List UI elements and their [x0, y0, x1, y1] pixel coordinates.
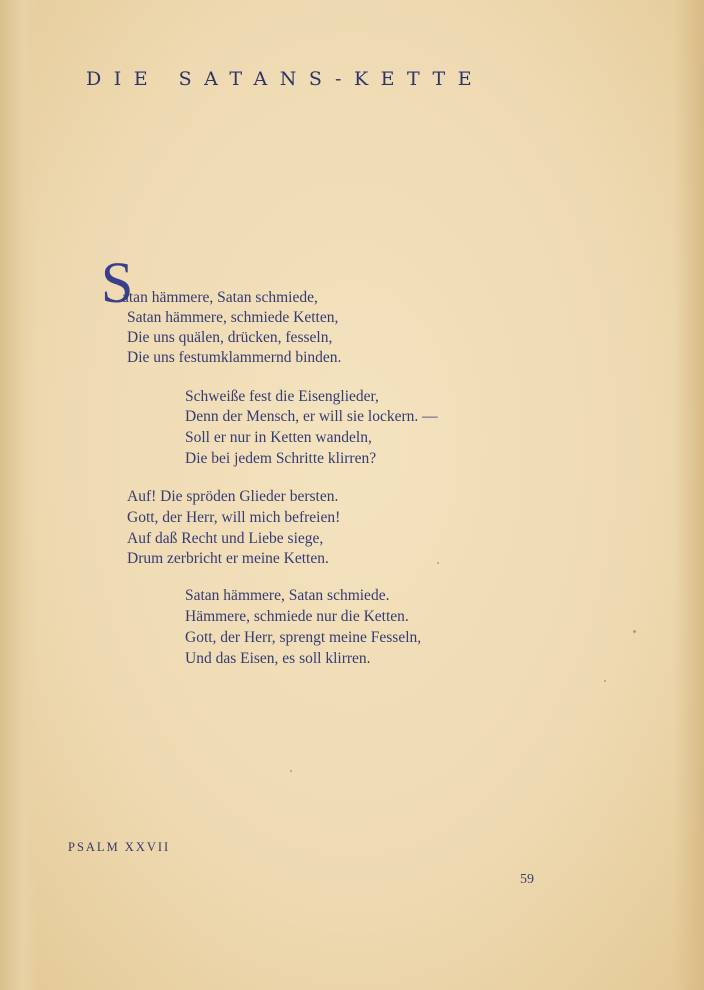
poem-line: Soll er nur in Ketten wandeln, [185, 429, 372, 446]
poem-line: Die uns quälen, drücken, fesseln, [127, 329, 333, 346]
poem-line: Drum zerbricht er meine Ketten. [127, 550, 329, 567]
poem-line: Die bei jedem Schritte klirren? [185, 450, 377, 467]
drop-cap: S [101, 250, 134, 315]
section-label: PSALM XXVII [68, 840, 171, 854]
poem-line: Auf daß Recht und Liebe siege, [127, 530, 324, 547]
poem-line: Die uns festumklammernd binden. [127, 349, 342, 366]
poem-line: Hämmere, schmiede nur die Ketten. [185, 608, 409, 625]
poem-line: Denn der Mensch, er will sie lockern. — [185, 408, 438, 425]
paper-speck [437, 562, 439, 564]
paper-speck [633, 630, 636, 633]
poem-line: Und das Eisen, es soll klirren. [185, 650, 371, 667]
page-number: 59 [520, 872, 534, 887]
poem-line: Auf! Die spröden Glieder bersten. [127, 488, 339, 505]
poem-line: Schweiße fest die Eisenglieder, [185, 388, 379, 405]
poem-title: DIE SATANS-KETTE [86, 68, 485, 90]
paper-speck [290, 770, 292, 772]
poem-line: atan hämmere, Satan schmiede, [122, 289, 318, 306]
poem-line: Satan hämmere, schmiede Ketten, [127, 309, 339, 326]
paper-speck [604, 680, 606, 682]
poem-line: Gott, der Herr, sprengt meine Fesseln, [185, 629, 422, 646]
poem-line: Gott, der Herr, will mich befreien! [127, 509, 341, 526]
poem-line: Satan hämmere, Satan schmiede. [185, 587, 390, 604]
